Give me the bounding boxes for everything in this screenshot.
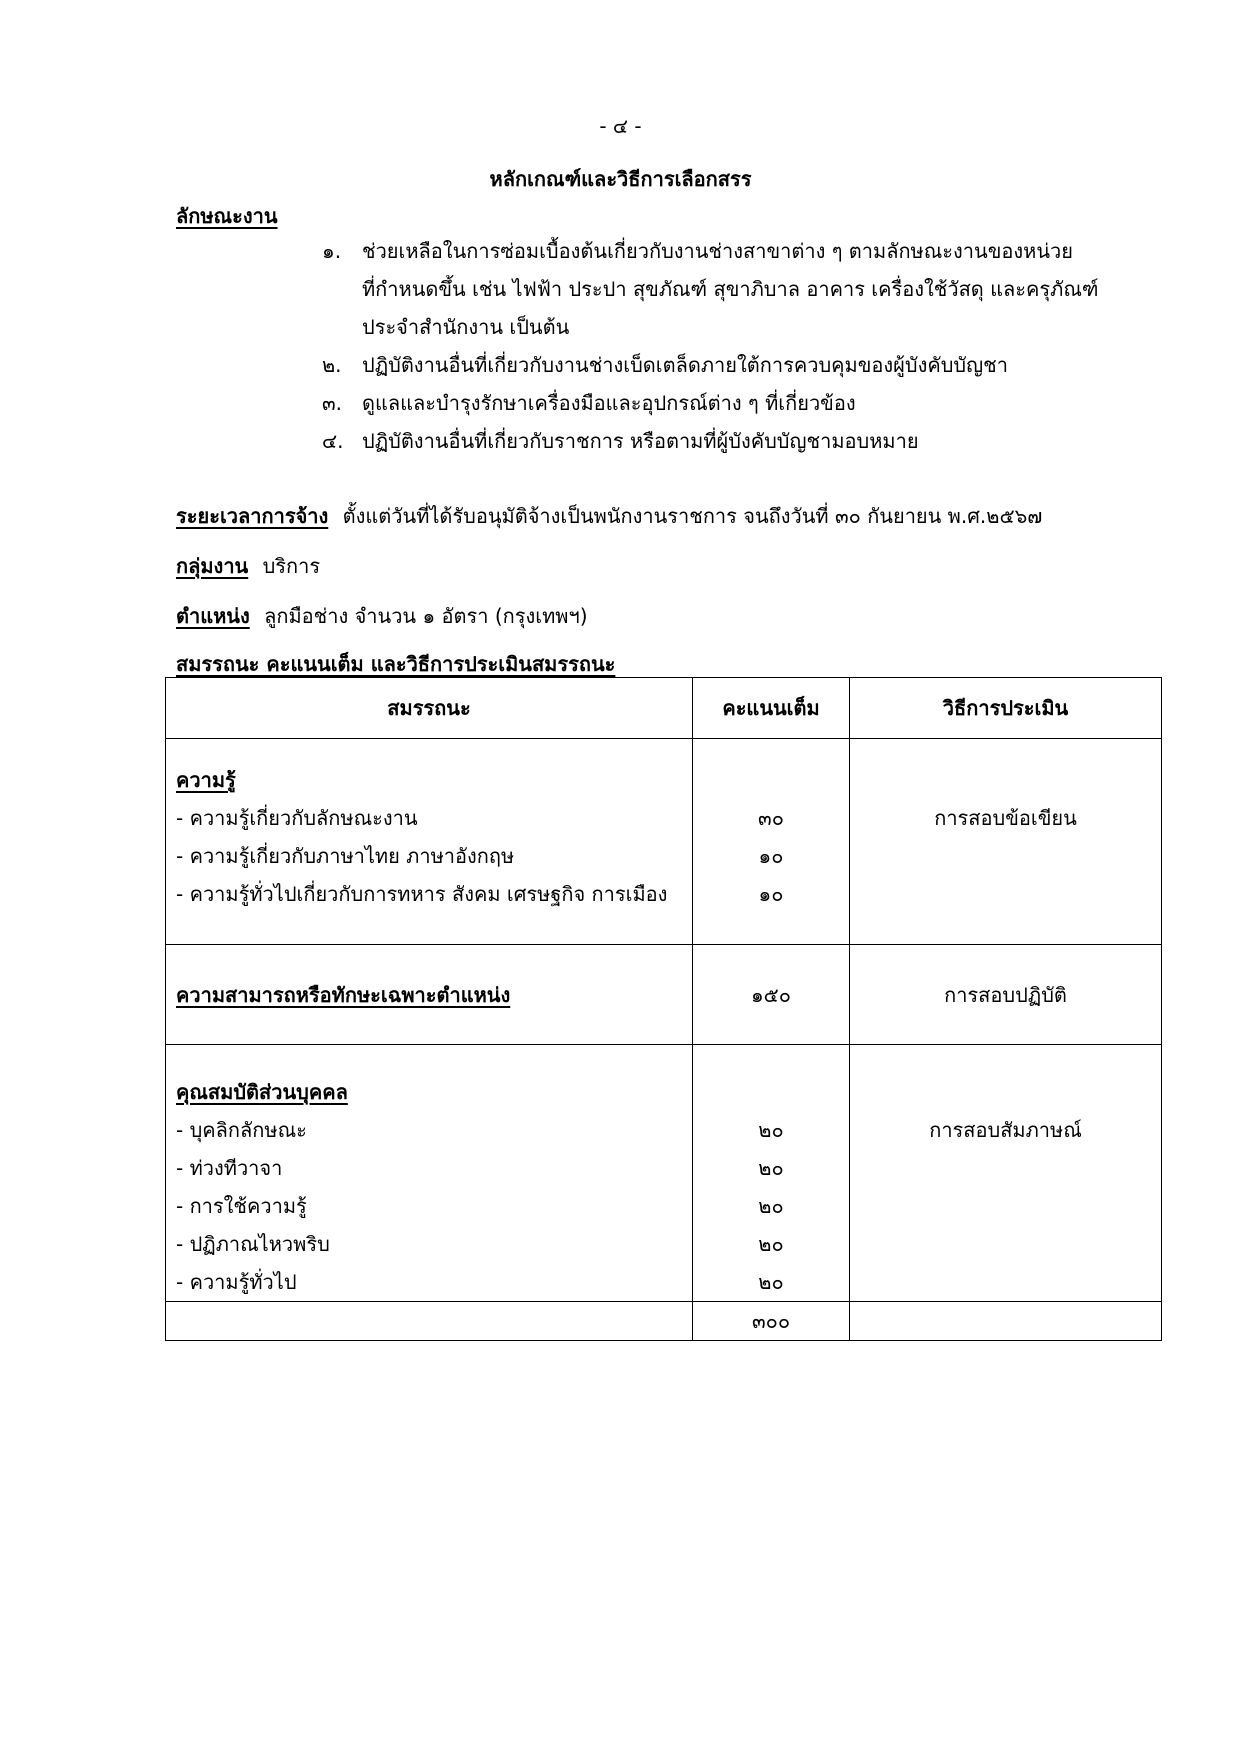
list-item: - ความรู้เกี่ยวกับลักษณะงาน: [176, 806, 418, 830]
job-item-4-line-1: ปฏิบัติงานอื่นที่เกี่ยวกับราชการ หรือตามที่ผู้บังคับบัญชามอบหมาย: [362, 429, 919, 453]
score-value: ๑๕๐: [750, 982, 792, 1007]
competency-table: [165, 677, 1162, 1341]
skill-title: ความสามารถหรือทักษะเฉพาะตำแหน่ง: [176, 982, 511, 1007]
skill-method-cell: [850, 945, 1162, 1045]
job-item-3-line-1: ดูแลและบำรุงรักษาเครื่องมือและอุปกรณ์ต่าง ๆ ที่เกี่ยวข้อง: [362, 391, 856, 415]
score-value: ๑๐: [758, 844, 784, 868]
employment-period-label: ระยะเวลาการจ้าง: [176, 504, 329, 528]
score-value: ๓๐: [758, 806, 784, 830]
score-value: ๒๐: [758, 1270, 784, 1294]
total-cell: [693, 1302, 850, 1341]
skill-score-cell: [693, 945, 850, 1045]
score-value: ๒๐: [758, 1156, 784, 1180]
competency-heading: สมรรถนะ คะแนนเต็ม และวิธีการประเมินสมรรถนะ: [176, 652, 616, 676]
page-number: - ๔ -: [599, 114, 642, 138]
list-item: - ความรู้ทั่วไป: [176, 1270, 297, 1294]
job-item-2-line-1: ปฏิบัติงานอื่นที่เกี่ยวกับงานช่างเบ็ดเตล็ดภายใต้การควบคุมของผู้บังคับบัญชา: [362, 353, 1008, 377]
position-label: ตำแหน่ง: [176, 604, 250, 628]
list-item: - บุคลิกลักษณะ: [176, 1118, 307, 1142]
list-item: - ท่วงทีวาจา: [176, 1156, 283, 1180]
position-value: ลูกมือช่าง จำนวน ๑ อัตรา (กรุงเทพฯ): [264, 604, 588, 628]
total-score: ๓๐๐: [751, 1309, 791, 1333]
work-group-label: กลุ่มงาน: [176, 554, 249, 578]
job-item-4-num: ๔.: [322, 429, 344, 453]
header-method: วิธีการประเมิน: [850, 678, 1162, 739]
score-value: ๑๐: [758, 882, 784, 906]
total-empty-cell: [166, 1302, 693, 1341]
table-row: [166, 739, 1162, 945]
list-item: - การใช้ความรู้: [176, 1194, 307, 1218]
personal-method-cell: [850, 1045, 1162, 1302]
knowledge-title: ความรู้: [176, 768, 236, 792]
list-item: - ปฏิภาณไหวพริบ: [176, 1232, 330, 1256]
table-row: [166, 1045, 1162, 1302]
job-item-2-num: ๒.: [322, 353, 342, 377]
table-header-row: [166, 678, 1162, 739]
list-item: - ความรู้ทั่วไปเกี่ยวกับการทหาร สังคม เศรษฐกิจ การเมือง: [176, 882, 668, 906]
list-item: - ความรู้เกี่ยวกับภาษาไทย ภาษาอังกฤษ: [176, 844, 515, 868]
job-item-3-num: ๓.: [322, 391, 343, 415]
job-item-1-line-1: ช่วยเหลือในการซ่อมเบื้องต้นเกี่ยวกับงานช่างสาขาต่าง ๆ ตามลักษณะงานของหน่วย: [362, 239, 1073, 263]
table-total-row: [166, 1302, 1162, 1341]
score-value: ๒๐: [758, 1194, 784, 1218]
knowledge-cell: [166, 739, 693, 945]
total-empty-cell: [850, 1302, 1162, 1341]
personal-cell: [166, 1045, 693, 1302]
skill-cell: [166, 945, 693, 1045]
job-item-1-line-2: ที่กำหนดขึ้น เช่น ไฟฟ้า ประปา สุขภัณฑ์ สุขาภิบาล อาคาร เครื่องใช้วัสดุ และครุภัณฑ์: [362, 277, 1099, 301]
header-full-score: คะแนนเต็ม: [693, 678, 850, 739]
personal-score-cell: [693, 1045, 850, 1302]
job-nature-heading: ลักษณะงาน: [176, 204, 278, 228]
score-value: ๒๐: [758, 1232, 784, 1256]
knowledge-method-cell: [850, 739, 1162, 945]
header-competency: สมรรถนะ: [166, 678, 693, 739]
knowledge-score-cell: [693, 739, 850, 945]
method-value: การสอบข้อเขียน: [934, 806, 1077, 830]
job-item-1-line-3: ประจำสำนักงาน เป็นต้น: [362, 315, 570, 339]
work-group-value: บริการ: [262, 554, 321, 578]
method-value: การสอบสัมภาษณ์: [929, 1118, 1082, 1142]
page-title: หลักเกณฑ์และวิธีการเลือกสรร: [489, 167, 752, 191]
employment-period-value: ตั้งแต่วันที่ได้รับอนุมัติจ้างเป็นพนักงานราชการ จนถึงวันที่ ๓๐ กันยายน พ.ศ.๒๕๖๗: [342, 504, 1043, 528]
score-value: ๒๐: [758, 1118, 784, 1142]
method-value: การสอบปฏิบัติ: [944, 982, 1067, 1007]
job-item-1-num: ๑.: [322, 239, 342, 263]
table-row: [166, 945, 1162, 1045]
personal-title: คุณสมบัติส่วนบุคคล: [176, 1080, 348, 1104]
